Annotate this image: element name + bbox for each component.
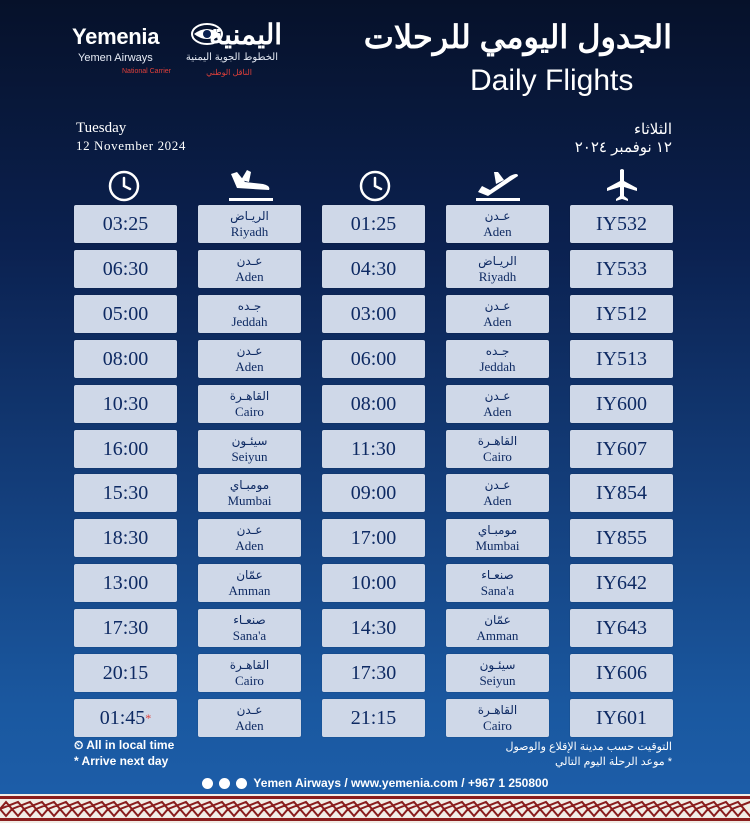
departure-city-cell bbox=[446, 295, 549, 333]
departure-city-en: Cairo bbox=[483, 449, 512, 464]
arrival-time-cell: 16:00 bbox=[74, 430, 177, 468]
flight-number-cell: IY532 bbox=[570, 205, 673, 243]
arrival-city-ar: جـده bbox=[237, 299, 262, 313]
arrival-city-en: Cairo bbox=[235, 673, 264, 688]
brand-sub-en: Yemen Airways bbox=[78, 52, 153, 64]
carrier-label-ar: الناقل الوطني bbox=[206, 68, 252, 77]
clock-icon bbox=[357, 168, 393, 204]
departure-city-en: Cairo bbox=[483, 718, 512, 733]
flight-number-cell: IY854 bbox=[570, 474, 673, 512]
arrival-time-cell bbox=[74, 699, 177, 737]
arrival-city-ar: عـدن bbox=[236, 344, 263, 358]
departure-city-cell bbox=[446, 519, 549, 557]
departure-time-cell: 17:00 bbox=[322, 519, 425, 557]
arrival-city-cell bbox=[198, 340, 301, 378]
brand-name-ar: اليمنية bbox=[209, 19, 282, 50]
departure-city-ar: عمّان bbox=[484, 613, 511, 627]
flight-number-cell: IY607 bbox=[570, 430, 673, 468]
departure-city-en: Aden bbox=[483, 224, 512, 239]
arrival-time-cell: 06:30 bbox=[74, 250, 177, 288]
departure-city-en: Mumbai bbox=[475, 538, 520, 553]
carrier-label-en: National Carrier bbox=[122, 68, 172, 75]
departure-city-cell bbox=[446, 340, 549, 378]
arrival-city-cell bbox=[198, 654, 301, 692]
arrival-city-en: Aden bbox=[235, 269, 264, 284]
decorative-band bbox=[0, 794, 750, 823]
departure-time-cell: 03:00 bbox=[322, 295, 425, 333]
date-ar: ١٢ نوفمبر ٢٠٢٤ bbox=[574, 139, 672, 156]
flight-number-cell: IY512 bbox=[570, 295, 673, 333]
arrival-time-cell: 17:30 bbox=[74, 609, 177, 647]
brand-header bbox=[72, 18, 282, 84]
notes-en bbox=[74, 737, 174, 769]
departure-city-ar: سيئـون bbox=[479, 658, 516, 672]
departure-city-cell bbox=[446, 564, 549, 602]
arrival-city-en: Seiyun bbox=[231, 449, 268, 464]
date-day-en: Tuesday bbox=[76, 120, 127, 136]
note-local-time-ar: التوقيت حسب مدينة الإقلاع والوصول bbox=[505, 741, 672, 753]
departure-city-cell bbox=[446, 250, 549, 288]
arrival-city-cell bbox=[198, 250, 301, 288]
note-local-time: ⏲ All in local time bbox=[74, 738, 175, 752]
page-title-en: Daily Flights bbox=[470, 64, 634, 97]
departure-city-ar: عـدن bbox=[484, 299, 511, 313]
note-next-day: * Arrive next day bbox=[74, 754, 169, 768]
arrival-city-ar: الريـاض bbox=[230, 209, 269, 223]
local-time-icon: ⏲ bbox=[74, 738, 87, 752]
departure-city-cell bbox=[446, 430, 549, 468]
departure-time-cell: 11:30 bbox=[322, 430, 425, 468]
arrival-city-cell bbox=[198, 609, 301, 647]
arrival-city-en: Sana'a bbox=[232, 628, 267, 643]
departure-city-ar: عـدن bbox=[484, 478, 511, 492]
page-title-ar: الجدول اليومي للرحلات bbox=[363, 19, 672, 55]
arrival-city-en: Jeddah bbox=[231, 314, 268, 329]
arrival-city-cell bbox=[198, 519, 301, 557]
note-next-day-ar: * موعد الرحلة اليوم التالي bbox=[554, 756, 672, 768]
departure-time-cell: 14:30 bbox=[322, 609, 425, 647]
arrival-city-ar: القاهـرة bbox=[229, 658, 270, 672]
footer bbox=[0, 776, 750, 790]
next-day-marker: * bbox=[145, 711, 152, 725]
departure-city-en: Riyadh bbox=[478, 269, 517, 284]
arrival-city-en: Riyadh bbox=[230, 224, 269, 239]
departure-city-ar: القاهـرة bbox=[477, 434, 518, 448]
flight-number-cell: IY606 bbox=[570, 654, 673, 692]
arrival-time-cell: 08:00 bbox=[74, 340, 177, 378]
departure-time-cell: 06:00 bbox=[322, 340, 425, 378]
departure-plane-icon bbox=[474, 168, 522, 204]
departure-city-ar: جـده bbox=[485, 344, 510, 358]
arrival-plane-icon bbox=[227, 168, 275, 204]
arrival-city-cell bbox=[198, 699, 301, 737]
flight-number-cell: IY601 bbox=[570, 699, 673, 737]
arrival-time-cell: 20:15 bbox=[74, 654, 177, 692]
departure-city-en: Aden bbox=[483, 314, 512, 329]
arrival-time-cell: 15:30 bbox=[74, 474, 177, 512]
airplane-icon bbox=[604, 168, 640, 204]
departure-city-en: Jeddah bbox=[479, 359, 516, 374]
departure-time-cell: 17:30 bbox=[322, 654, 425, 692]
arrival-city-ar: عـدن bbox=[236, 523, 263, 537]
arrival-city-en: Cairo bbox=[235, 404, 264, 419]
arrival-city-ar: القاهـرة bbox=[229, 389, 270, 403]
flight-number-cell: IY533 bbox=[570, 250, 673, 288]
facebook-icon[interactable] bbox=[236, 778, 247, 789]
departure-time-cell: 01:25 bbox=[322, 205, 425, 243]
date-en: 12 November 2024 bbox=[76, 138, 186, 153]
departure-city-cell bbox=[446, 609, 549, 647]
departure-time-cell: 21:15 bbox=[322, 699, 425, 737]
brand-sub-ar: الخطوط الجوية اليمنية bbox=[185, 52, 278, 63]
arrival-city-en: Amman bbox=[228, 583, 271, 598]
arrival-city-cell bbox=[198, 564, 301, 602]
date-day-ar: الثلاثاء bbox=[633, 121, 672, 138]
departure-city-ar: صنعـاء bbox=[481, 568, 514, 582]
twitter-icon[interactable] bbox=[219, 778, 230, 789]
notes-ar bbox=[505, 740, 672, 770]
departure-city-cell bbox=[446, 699, 549, 737]
departure-city-en: Sana'a bbox=[480, 583, 515, 598]
arrival-city-ar: عمّان bbox=[236, 568, 263, 582]
flight-number-cell: IY600 bbox=[570, 385, 673, 423]
departure-city-cell bbox=[446, 205, 549, 243]
departure-city-ar: عـدن bbox=[484, 389, 511, 403]
arrival-time: 01:45 bbox=[99, 707, 146, 729]
departure-city-cell bbox=[446, 385, 549, 423]
arrival-city-en: Aden bbox=[235, 359, 264, 374]
departure-city-ar: مومبـاي bbox=[477, 523, 518, 537]
departure-city-en: Amman bbox=[476, 628, 519, 643]
arrival-city-ar: صنعـاء bbox=[233, 613, 266, 627]
departure-time-cell: 09:00 bbox=[322, 474, 425, 512]
flight-number-cell: IY643 bbox=[570, 609, 673, 647]
departure-city-cell bbox=[446, 654, 549, 692]
departure-city-ar: القاهـرة bbox=[477, 703, 518, 717]
arrival-city-cell bbox=[198, 430, 301, 468]
arrival-city-en: Aden bbox=[235, 538, 264, 553]
departure-city-en: Aden bbox=[483, 493, 512, 508]
arrival-city-ar: مومبـاي bbox=[229, 478, 270, 492]
departure-city-ar: الريـاض bbox=[478, 254, 517, 268]
departure-city-en: Seiyun bbox=[479, 673, 516, 688]
departure-city-en: Aden bbox=[483, 404, 512, 419]
flight-number-cell: IY513 bbox=[570, 340, 673, 378]
footer-contact: Yemen Airways / www.yemenia.com / +967 1 250800 bbox=[253, 776, 549, 790]
arrival-city-cell bbox=[198, 205, 301, 243]
arrival-time-cell: 18:30 bbox=[74, 519, 177, 557]
arrival-city-cell bbox=[198, 474, 301, 512]
arrival-time-cell: 05:00 bbox=[74, 295, 177, 333]
brand-name-en: Yemenia bbox=[72, 24, 160, 49]
departure-city-cell bbox=[446, 474, 549, 512]
departure-time-cell: 10:00 bbox=[322, 564, 425, 602]
arrival-city-ar: عـدن bbox=[236, 254, 263, 268]
departure-time-cell: 08:00 bbox=[322, 385, 425, 423]
instagram-icon[interactable] bbox=[202, 778, 213, 789]
departure-city-ar: عـدن bbox=[484, 209, 511, 223]
arrival-city-ar: عـدن bbox=[236, 703, 263, 717]
arrival-city-en: Aden bbox=[235, 718, 264, 733]
flight-number-cell: IY855 bbox=[570, 519, 673, 557]
arrival-city-ar: سيئـون bbox=[231, 434, 268, 448]
flight-number-cell: IY642 bbox=[570, 564, 673, 602]
arrival-city-en: Mumbai bbox=[227, 493, 272, 508]
arrival-city-cell bbox=[198, 295, 301, 333]
departure-time-cell: 04:30 bbox=[322, 250, 425, 288]
arrival-time-cell: 03:25 bbox=[74, 205, 177, 243]
arrival-time-cell: 13:00 bbox=[74, 564, 177, 602]
arrival-time-cell: 10:30 bbox=[74, 385, 177, 423]
arrival-city-cell bbox=[198, 385, 301, 423]
clock-icon bbox=[106, 168, 142, 204]
